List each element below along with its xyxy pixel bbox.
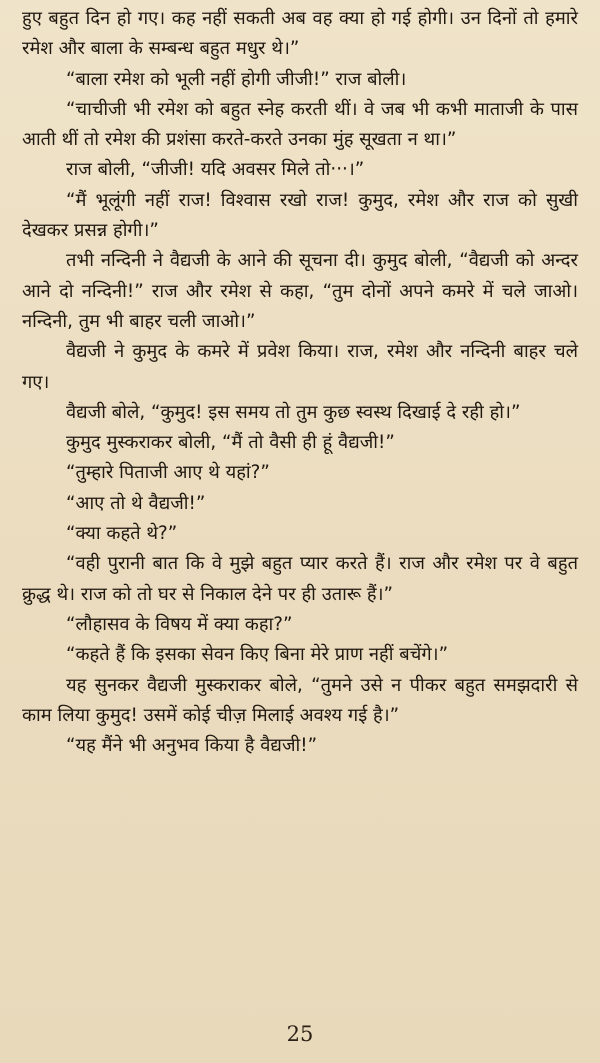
paragraph-3: “चाचीजी भी रमेश को बहुत स्नेह करती थीं। वे जब भी कभी माताजी के पास आती थीं तो रमेश की प्रशंसा करते-करते उनका मुंह सूखता न था।” — [22, 98, 578, 151]
paragraph-16: यह सुनकर वैद्यजी मुस्कराकर बोले, “तुमने उसे न पीकर बहुत समझदारी से काम लिया कुमुद! उसमें कोई चीज़ मिलाई अवश्य गई है।” — [22, 674, 578, 726]
paragraph-2: “बाला रमेश को भूली नहीं होगी जीजी!” राज बोली। — [66, 68, 407, 90]
page-number: 25 — [286, 1022, 314, 1046]
paragraph-1: हुए बहुत दिन हो गए। कह नहीं सकती अब वह क्या हो गई होगी। उन दिनों तो हमारे रमेश और बाला के सम्बन्ध बहुत मधुर थे।” — [22, 8, 578, 60]
body-text — [22, 4, 578, 761]
paragraph-5: “मैं भूलूंगी नहीं राज! विश्वास रखो राज! कुमुद, रमेश और राज को सुखी देखकर प्रसन्न होगी।” — [22, 189, 578, 242]
paragraph-4: राज बोली, “जीजी! यदि अवसर मिले तो···।” — [66, 159, 365, 181]
paragraph-14: “लौहासव के विषय में क्या कहा?” — [66, 613, 293, 635]
paragraph-10: “तुम्हारे पिताजी आए थे यहां?” — [66, 462, 270, 484]
paragraph-15: “कहते हैं कि इसका सेवन किए बिना मेरे प्राण नहीं बचेंगे।” — [66, 644, 449, 666]
paragraph-12: “क्या कहते थे?” — [66, 523, 178, 545]
paragraph-11: “आए तो थे वैद्यजी!” — [66, 492, 206, 514]
paragraph-13: “वही पुरानी बात कि वे मुझे बहुत प्यार करते हैं। राज और रमेश पर वे बहुत क्रुद्ध थे। राज को तो घर से निकाल देने पर ही उतारू हैं।” — [22, 553, 578, 605]
paragraph-8: वैद्यजी बोले, “कुमुद! इस समय तो तुम कुछ स्वस्थ दिखाई दे रही हो।” — [66, 401, 521, 423]
paragraph-9: कुमुद मुस्कराकर बोली, “मैं तो वैसी ही हूं वैद्यजी!” — [66, 432, 395, 454]
paragraph-7: वैद्यजी ने कुमुद के कमरे में प्रवेश किया। राज, रमेश और नन्दिनी बाहर चले गए। — [22, 341, 578, 393]
paragraph-17: “यह मैंने भी अनुभव किया है वैद्यजी!” — [66, 735, 318, 757]
paragraph-6: तभी नन्दिनी ने वैद्यजी के आने की सूचना दी। कुमुद बोली, “वैद्यजी को अन्दर आने दो नन्दिनी!” राज और रमेश से कहा, “तुम दोनों अपने कमरे में चले जाओ। नन्दिनी, तुम भी बाहर चली जाओ।” — [22, 250, 578, 332]
